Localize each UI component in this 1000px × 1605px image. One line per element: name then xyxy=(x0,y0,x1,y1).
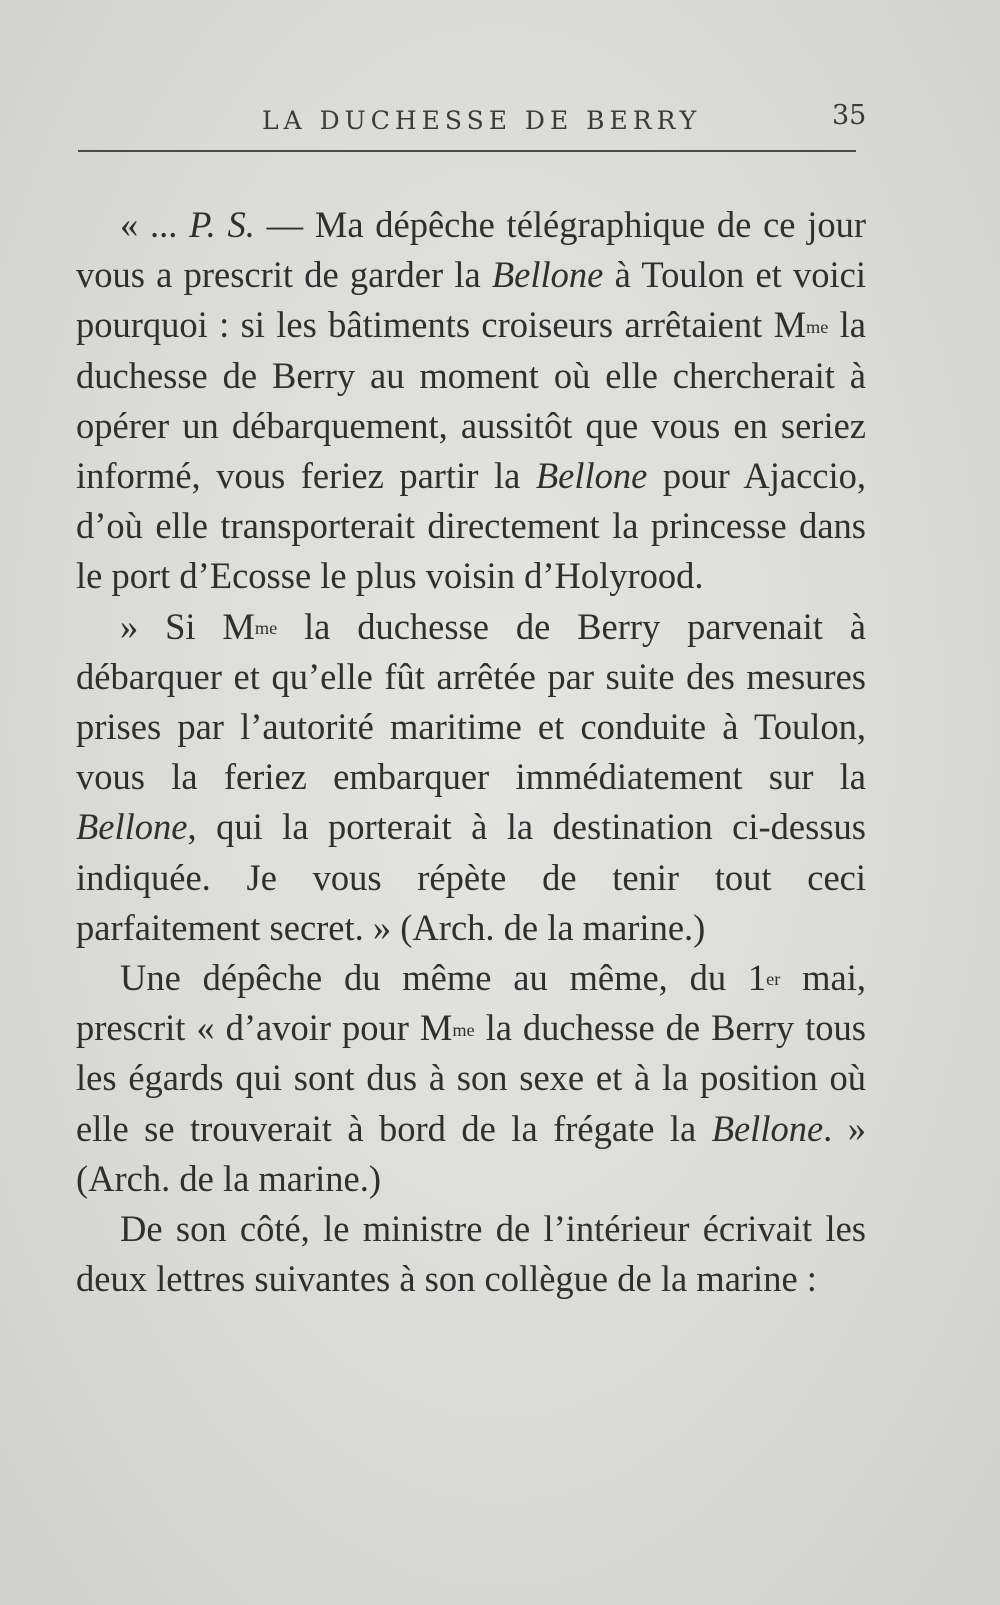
running-title: LA DUCHESSE DE BERRY xyxy=(262,106,702,135)
superscript-run: me xyxy=(254,618,278,639)
text-run: à Toulon et voici pourquoi : si les bâtiments croiseurs arrêtaient M xyxy=(76,254,866,346)
italic-run: P. S. xyxy=(189,204,255,245)
text-run: De son côté, le ministre de l’intérieur écrivait les deux lettres suivantes à son collègue de la marine : xyxy=(76,1208,866,1300)
page-number: 35 xyxy=(832,100,867,131)
superscript-run: me xyxy=(452,1019,475,1040)
text-run: la duchesse de Berry au moment où elle chercherait à opérer un débarquement, aussitôt que vous en seriez informé, vous feriez partir la xyxy=(76,304,866,497)
paragraph-3 xyxy=(76,953,866,1204)
text-run: « ... xyxy=(120,204,190,245)
running-head xyxy=(0,100,1000,140)
text-run: la duchesse de Berry parvenait à débarquer et qu’elle fût arrêtée par suite des mesures prises par l’autorité maritime et conduite à Toulon, vous la feriez embarquer immédiatement sur la xyxy=(76,605,866,798)
text-run: — Ma dépêche télégraphique de ce jour vous a prescrit de garder la xyxy=(76,204,867,296)
paragraph-4 xyxy=(76,1204,866,1304)
text-run: , qui la porterait à la destination ci-dessus indiquée. Je vous répète de tenir tout ceci parfaitement secret. » (Arch. de la marine.) xyxy=(76,806,866,948)
paragraph-2 xyxy=(76,602,866,953)
text-run: la duchesse de Berry tous les égards qui sont dus à son sexe et à la position où elle se trouverait à bord de la frégate la xyxy=(76,1007,866,1149)
italic-run: Bellone xyxy=(491,254,604,296)
text-run: mai, prescrit « d’avoir pour M xyxy=(76,957,866,1049)
paragraph-1 xyxy=(76,200,866,602)
text-run: . » (Arch. de la marine.) xyxy=(76,1107,867,1199)
text-run: pour Ajaccio, d’où elle transporterait directement la princesse dans le port d’Ecosse le plus voisin d’Holyrood. xyxy=(76,455,866,597)
text-run: » Si M xyxy=(120,605,255,647)
superscript-run: me xyxy=(806,316,829,337)
text-run: Une dépêche du même au même, du 1 xyxy=(120,957,767,999)
italic-run: Bellone xyxy=(76,806,188,848)
body-text xyxy=(76,200,866,1304)
header-rule xyxy=(78,150,856,152)
italic-run: Bellone xyxy=(535,455,648,497)
italic-run: Bellone xyxy=(711,1107,824,1149)
superscript-run: er xyxy=(766,969,781,990)
